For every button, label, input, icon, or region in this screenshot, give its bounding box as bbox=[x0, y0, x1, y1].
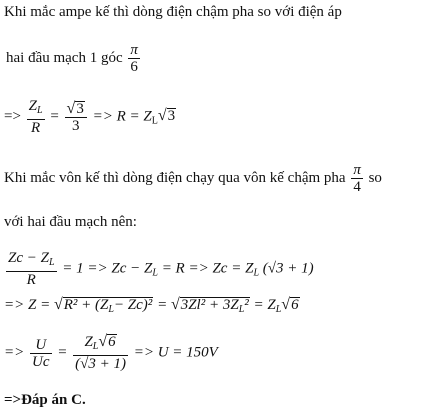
sqrt-3zl: $√3Zl^2 + 3Z_L^2$ bbox=[170, 296, 249, 315]
paragraph-2-line-2 bbox=[4, 214, 137, 231]
equation-2: $\frac{Zc - Z_L}{R}$ = $1 => Zc - Z_L = R => Zc = Z_L$ (√3 + 1) bbox=[8, 250, 314, 288]
angle-fraction-pi-4: $\frac{\pi}{4}$ bbox=[353, 162, 361, 195]
eq4-result: => U = 150V bbox=[133, 344, 218, 361]
paragraph-1-line-2 bbox=[6, 42, 142, 75]
zl-over-r-fraction: $\frac{Z_L}{R}$ bbox=[28, 98, 43, 136]
p1-text2: hai đầu mạch 1 góc bbox=[6, 49, 123, 66]
eq1-prefix: => bbox=[4, 108, 21, 125]
p2-text: Khi mắc vôn kế thì dòng điện chạy qua vôn kế chậm pha bbox=[4, 169, 346, 186]
u-over-uc: $\frac{U}{Uc}$ bbox=[32, 336, 50, 370]
sqrt-impedance: $√R^2 + (Z_L- Zc)^2$ bbox=[53, 296, 153, 315]
answer-line bbox=[4, 392, 86, 409]
equation-1: => $\frac{Z_L}{R}$ = $\frac{√3}{3}$ => $R = Z_L√3$ bbox=[4, 98, 176, 136]
eq1-mid: => R = Z bbox=[92, 108, 152, 125]
zl-sqrt6-over-sqrt3-plus-1: $\frac{Z_L√6}{(√3 + 1)}$ bbox=[75, 333, 126, 372]
angle-fraction-pi-6: $\frac{\pi}{6}$ bbox=[130, 42, 138, 75]
p2-after: so bbox=[368, 169, 382, 186]
paragraph-1-line-1 bbox=[4, 4, 342, 21]
answer-text: =>Đáp án C. bbox=[4, 392, 86, 408]
sqrt3-over-3-fraction: $\frac{√3}{3}$ bbox=[65, 101, 87, 134]
p1-text: Khi mắc ampe kế thì dòng điện chậm pha so với điện áp bbox=[4, 4, 342, 20]
equation-4: => $\frac{U}{Uc}$ = $\frac{Z_L√6}{(√3 + 1)}$ => U = 150V bbox=[4, 333, 218, 372]
eq2-tail: (√3 + 1) bbox=[262, 260, 314, 277]
paragraph-2-line-1 bbox=[4, 162, 382, 195]
p2-text2: với hai đầu mạch nên: bbox=[4, 214, 137, 230]
equation-3: => $Z = √R^2 + (Z_L- Zc)^2 = √3Zl^2 + 3Z_L^2 = Z_L√6$ bbox=[4, 296, 299, 315]
zc-minus-zl-over-r: $\frac{Zc - Z_L}{R}$ bbox=[8, 250, 55, 288]
